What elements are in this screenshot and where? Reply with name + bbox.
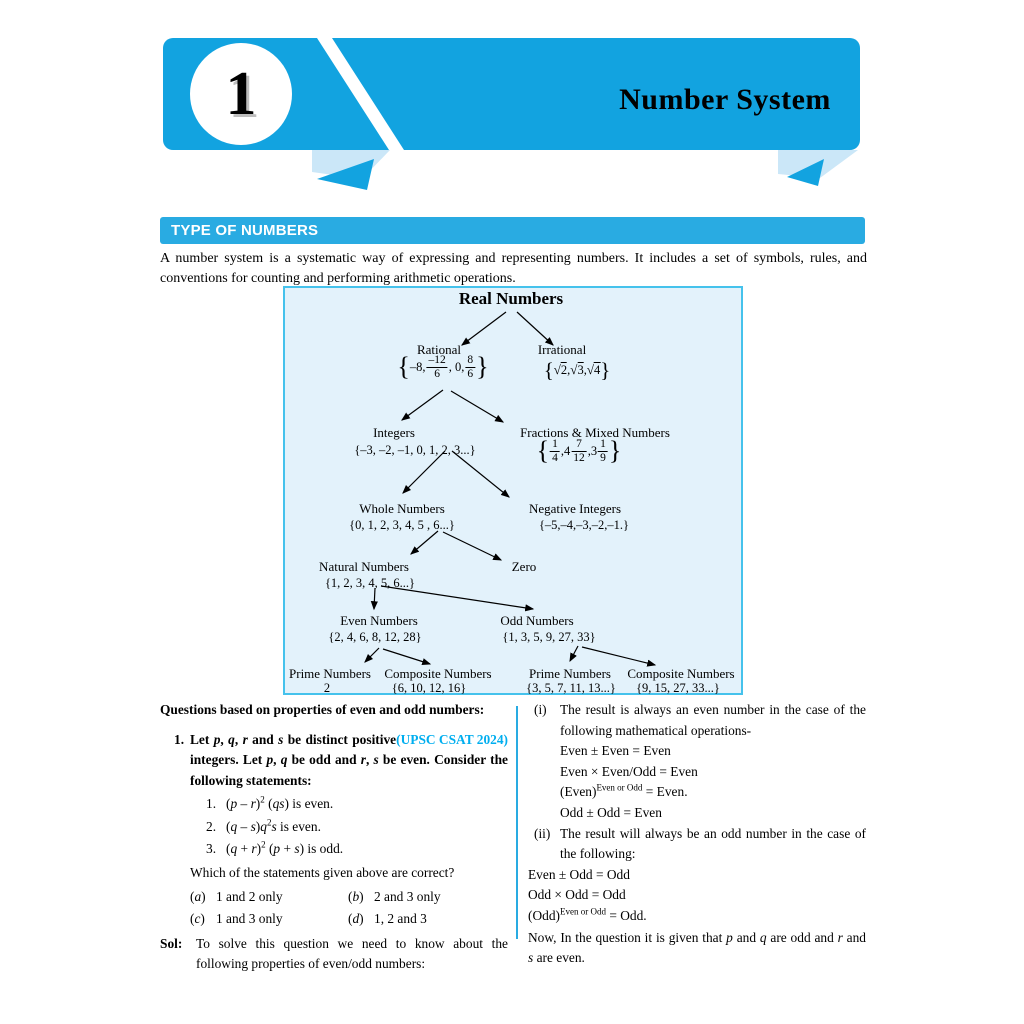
questions-heading: Questions based on properties of even and odd numbers: [160, 702, 485, 717]
chapter-number: 1 [225, 60, 257, 128]
chapter-header [160, 33, 865, 190]
statement-1: 1. (p – r)$^2$ (qs) is even. [206, 794, 334, 812]
rule-line: Even ± Even = Even [560, 743, 671, 759]
solution-label: Sol: [160, 935, 183, 951]
statement-list [160, 794, 508, 859]
solution-note: Now, In the question it is given that p and q are odd and r and s are even. [528, 929, 866, 966]
fraction: $\frac{1}{4}$ [552, 438, 558, 464]
node-even-prime-set: 2 [323, 681, 331, 695]
option-d: (d) 1, 2 and 3 [348, 911, 427, 927]
rule-line: Odd ± Odd = Even [560, 804, 662, 820]
node-negative-label: Negative Integers [528, 501, 622, 516]
node-natural-label: Natural Numbers [319, 559, 409, 574]
fraction: $\frac{8}{6}$ [467, 354, 474, 380]
node-even-label: Even Numbers [340, 613, 418, 628]
solution-column [528, 700, 866, 969]
node-whole-set: {0, 1, 2, 3, 4, 5 , 6...} [349, 518, 455, 532]
node-odd-label: Odd Numbers [500, 613, 574, 628]
option-b: (b) 2 and 3 only [348, 888, 441, 904]
rule-item-i: (i) The result is always an even number in the case of the following mathematical operations- [534, 702, 866, 738]
node-rational-set: { –8, $\frac{-12}{6}$ , 0, $\frac{8}{6}$ } [397, 352, 489, 382]
node-natural-set: {1, 2, 3, 4, 5, 6...} [324, 576, 416, 590]
node-real-numbers: Real Numbers [458, 289, 564, 308]
node-rational-label: Rational [416, 342, 462, 357]
option-c: (c) 1 and 3 only [190, 911, 283, 927]
node-odd-composite-label: Composite Numbers [627, 666, 735, 681]
node-irrational-label: Irrational [537, 342, 587, 357]
real-numbers-diagram [283, 286, 743, 695]
node-fractions-label: Fractions & Mixed Numbers [520, 425, 670, 440]
option-a: (a) 1 and 2 only [190, 888, 283, 904]
rule-line: Odd × Odd = Odd [528, 887, 626, 903]
rule-line: (Odd)$^{Even or Odd}$ = Odd. [528, 906, 647, 923]
even-rules [528, 741, 866, 823]
rule-item-ii: (ii) The result will always be an odd number in the case of the following: [534, 825, 866, 862]
odd-rules [528, 865, 866, 927]
radical: √3 [570, 362, 584, 377]
brace: { [397, 352, 410, 382]
node-even-prime-label: Prime Numbers [289, 666, 371, 681]
node-odd-prime-set: {3, 5, 7, 11, 13...} [526, 681, 616, 695]
section-heading: TYPE OF NUMBERS [171, 222, 319, 239]
node-fractions-set: { $\frac{1}{4}$ , 4 $\frac{7}{12}$ , 3 $\frac{1}{9}$ } [536, 436, 622, 466]
fraction: $\frac{1}{9}$ [600, 438, 606, 464]
statement-3: 3. $(q + r)^2$ (p + s) is odd. [206, 839, 344, 856]
brace: } [600, 358, 611, 382]
node-negative-set: {–5,–4,–3,–2,–1.} [538, 518, 630, 532]
chapter-title: Number System [619, 83, 831, 116]
node-odd-composite-set: {9, 15, 27, 33...} [636, 681, 720, 695]
rule-line: Even × Even/Odd = Even [560, 763, 698, 779]
intro-paragraph: A number system is a systematic way of expressing and representing numbers. It includes a set of symbols, rules, and conventions for counting and performing arithmetic operations. [160, 251, 867, 286]
node-whole-label: Whole Numbers [359, 501, 445, 516]
rule-line: (Even)$^{Even or Odd}$ = Even. [560, 782, 688, 800]
node-odd-set: {1, 3, 5, 9, 27, 33} [502, 630, 596, 644]
node-zero-label: Zero [511, 559, 537, 574]
fraction: $\frac{7}{12}$ [573, 438, 585, 464]
solution-intro: Sol: To solve this question we need to know about the following properties of even/odd numbers: [160, 935, 508, 972]
qa-section [160, 700, 866, 990]
question-prompt: Which of the statements given above are correct? [190, 865, 455, 881]
brace: { [536, 436, 550, 466]
fraction: $\frac{-12}{6}$ [428, 354, 446, 380]
radical: √4 [586, 362, 601, 377]
node-even-composite-label: Composite Numbers [384, 666, 492, 681]
question-column [160, 700, 508, 975]
brace: { [543, 358, 554, 382]
question-text: (UPSC CSAT 2024) Let p, q, r and s be distinct positive integers. Let p, q be odd and r, s be even. Consider the following statements: [190, 731, 508, 788]
column-divider [516, 706, 518, 939]
rule-line: Even ± Odd = Odd [528, 866, 630, 882]
brace: } [476, 352, 489, 382]
question-source-tag: (UPSC CSAT 2024) [396, 731, 508, 747]
chapter-number-badge [190, 43, 292, 145]
node-integers-label: Integers [373, 425, 415, 440]
options-grid [160, 887, 508, 930]
radical: √2 [553, 362, 568, 377]
brace: } [608, 436, 622, 466]
question-1 [160, 730, 508, 792]
node-irrational-set: {√2,√3,√4} [543, 358, 611, 382]
question-number: 1. [174, 731, 185, 747]
node-integers-set: {–3, –2, –1, 0, 1, 2, 3...} [354, 443, 476, 457]
node-even-set: {2, 4, 6, 8, 12, 28} [328, 630, 422, 644]
section-heading-bar [160, 217, 865, 244]
node-odd-prime-label: Prime Numbers [529, 666, 611, 681]
node-even-composite-set: {6, 10, 12, 16} [391, 681, 467, 695]
statement-2: 2. $(q - s)q^2s$ is even. [206, 817, 321, 834]
